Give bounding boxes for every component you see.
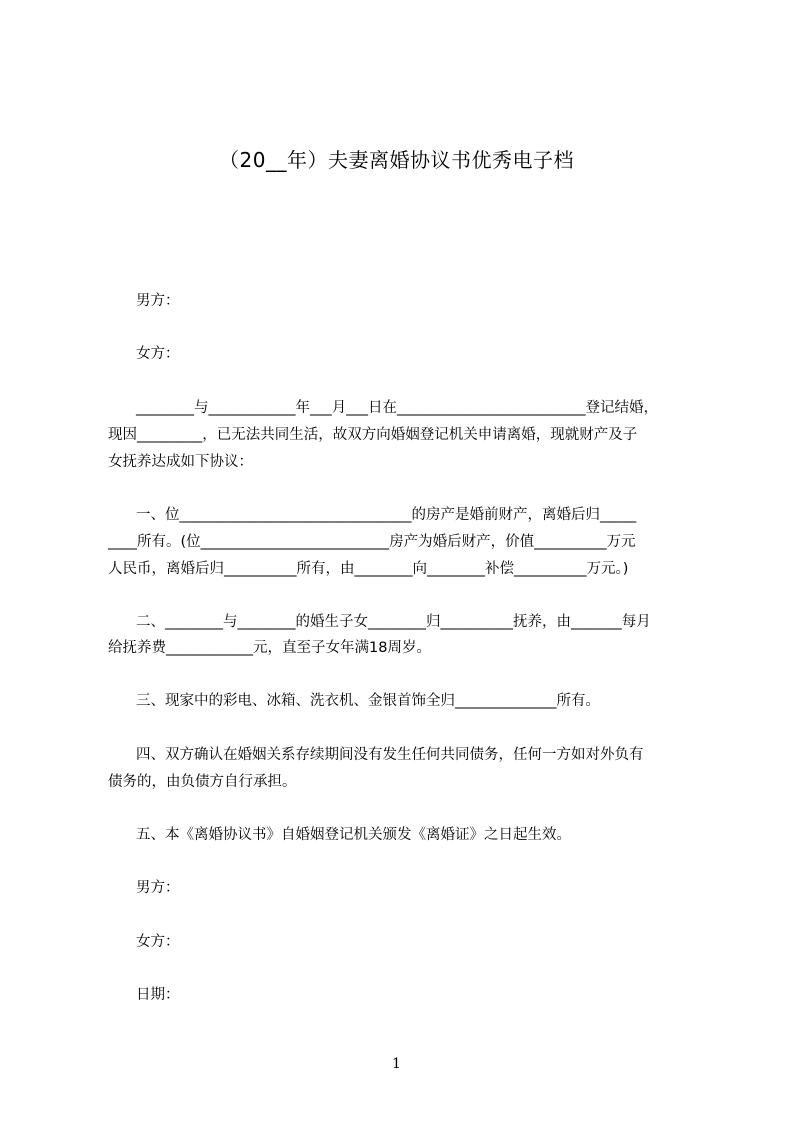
female-party-label: 女方： (136, 346, 180, 362)
clause-3-line-1: 三、现家中的彩电、冰箱、洗衣机、金银首饰全归______________所有。 (136, 693, 600, 709)
clause-2-line-1: 二、________与________的婚生子女________归__________抚养，由_______每月 (136, 614, 651, 630)
clause-1-line-1: 一、位________________________________的房产是婚前财产，离婚后归_____ (136, 507, 637, 523)
page-number: 1 (392, 1056, 401, 1072)
document-title: （20__年）夫妻离婚协议书优秀电子档 (219, 148, 574, 172)
clause-1-line-2: ____所有。(位__________________________房产为婚后财产，价值__________万元 (108, 534, 636, 550)
clause-2-line-2: 给抚养费____________元，直至子女年满18周岁。 (108, 640, 431, 656)
signature-female-label: 女方： (136, 934, 180, 950)
signature-date-label: 日期： (136, 987, 180, 1003)
clause-5-line-1: 五、本《离婚协议书》自婚姻登记机关颁发《离婚证》之日起生效。 (136, 827, 571, 843)
intro-line-3: 女抚养达成如下协议： (108, 454, 253, 470)
intro-line-2: 现因_________，已无法共同生活，故双方向婚姻登记机关申请离婚，现就财产及子 (108, 427, 638, 443)
clause-4-line-2: 债务的，由负债方自行承担。 (108, 774, 297, 790)
clause-1-line-3: 人民币，离婚后归__________所有，由________向________补偿__________万元。) (108, 561, 629, 577)
clause-4-line-1: 四、双方确认在婚姻关系存续期间没有发生任何共同债务，任何一方如对外负有 (136, 747, 644, 763)
intro-line-1: ________与____________年___月___日在__________________________登记结婚， (136, 400, 658, 416)
signature-male-label: 男方： (136, 880, 180, 896)
male-party-label: 男方： (136, 293, 180, 309)
